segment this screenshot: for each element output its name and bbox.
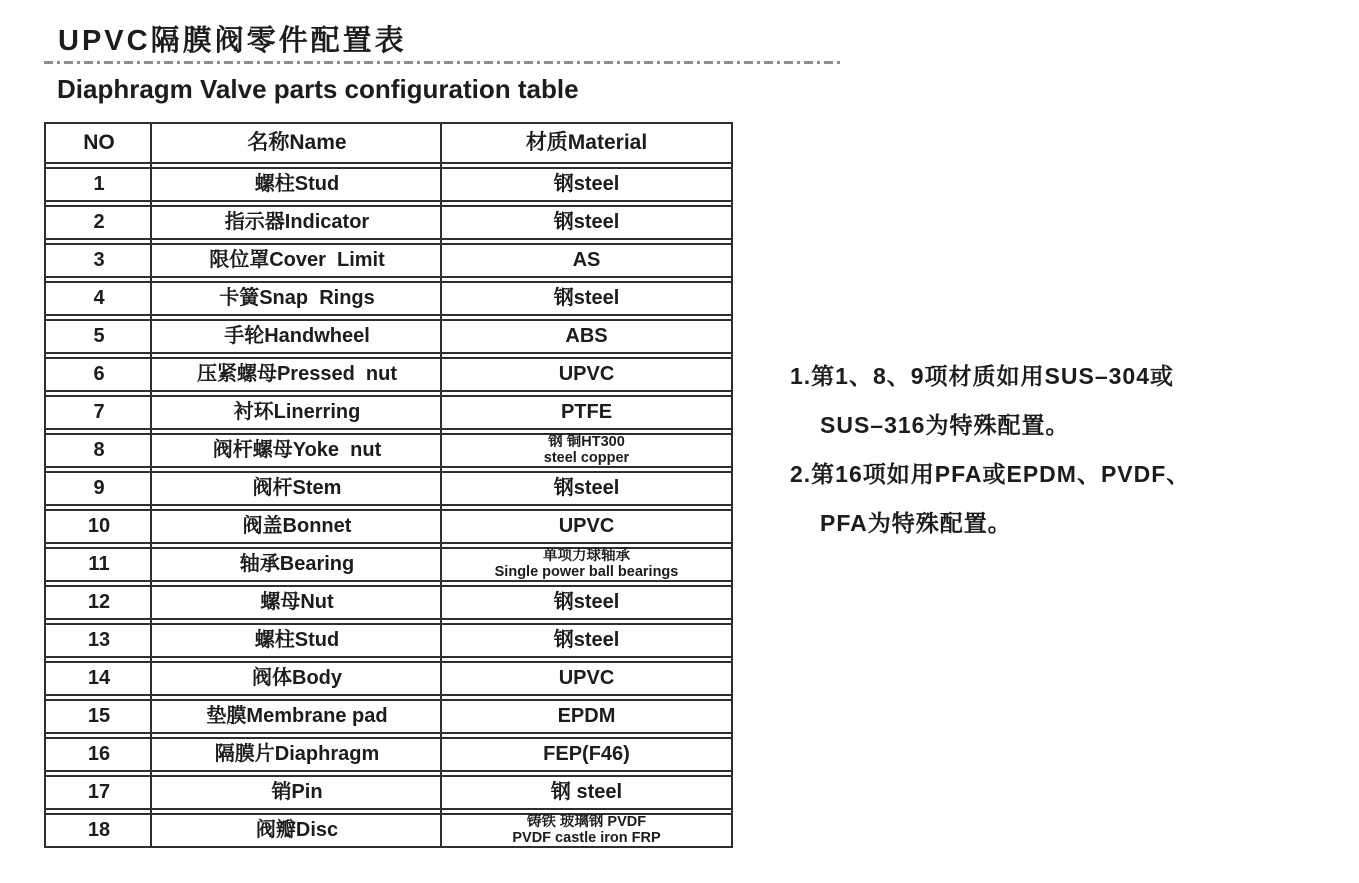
cell-no: 11 xyxy=(88,553,110,575)
cell-material xyxy=(442,777,731,808)
table-row xyxy=(46,585,731,620)
cell-material xyxy=(442,283,731,314)
cell-name: 螺柱Stud xyxy=(254,173,340,195)
page-subtitle: Diaphragm Valve parts configuration table xyxy=(57,74,579,104)
cell-name: 隔膜片Diaphragm xyxy=(214,743,380,765)
cell-name: 轴承Bearing xyxy=(239,553,355,575)
material-line: Single power ball bearings xyxy=(494,563,679,580)
cell-name: 阀体Body xyxy=(252,667,342,689)
column-divider-1 xyxy=(150,122,152,848)
material-line: 钢steel xyxy=(553,629,620,651)
cell-material xyxy=(442,359,731,390)
cell-name: 指示器Indicator xyxy=(224,211,370,233)
material-line: UPVC xyxy=(558,667,615,689)
note-line-3: 2.第16项如用PFA或EPDM、PVDF、 xyxy=(790,461,1191,487)
cell-name: 螺柱Stud xyxy=(254,629,340,651)
table-row xyxy=(46,167,731,202)
table-row xyxy=(46,395,731,430)
material-line: 单项力球轴承 xyxy=(543,548,630,565)
title-divider xyxy=(44,61,844,64)
note-line-4: PFA为特殊配置。 xyxy=(820,510,1012,536)
table-header-row xyxy=(46,122,731,164)
material-line: AS xyxy=(572,249,601,271)
cell-name: 卡簧Snap Rings xyxy=(219,287,375,309)
material-line: ABS xyxy=(565,325,608,347)
cell-material xyxy=(442,397,731,428)
cell-material xyxy=(442,701,731,732)
cell-material xyxy=(442,739,731,770)
cell-material xyxy=(442,511,731,542)
cell-material xyxy=(442,321,731,352)
cell-material xyxy=(442,625,731,656)
column-divider-2 xyxy=(440,122,442,848)
cell-no: 15 xyxy=(87,705,111,727)
cell-no: 4 xyxy=(93,287,105,309)
material-line: PTFE xyxy=(560,401,613,423)
cell-no: 13 xyxy=(87,629,111,651)
material-line: FEP(F46) xyxy=(543,743,630,765)
table-row xyxy=(46,357,731,392)
table-row xyxy=(46,509,731,544)
cell-material xyxy=(442,549,731,580)
table-row xyxy=(46,813,731,848)
cell-name: 阀杆Stem xyxy=(252,477,342,499)
table-row xyxy=(46,243,731,278)
table-row xyxy=(46,205,731,240)
cell-name: 衬环Linerring xyxy=(233,401,361,423)
table-row xyxy=(46,699,731,734)
cell-no: 5 xyxy=(93,325,105,347)
cell-material xyxy=(442,435,731,466)
header-name: 名称Name xyxy=(247,130,347,154)
material-line: UPVC xyxy=(558,515,615,537)
cell-no: 12 xyxy=(87,591,111,613)
cell-no: 14 xyxy=(87,667,111,689)
cell-material xyxy=(442,473,731,504)
cell-name: 垫膜Membrane pad xyxy=(206,705,388,727)
cell-name: 手轮Handwheel xyxy=(224,325,370,347)
page-title: UPVC隔膜阀零件配置表 xyxy=(58,25,407,57)
material-line: 钢steel xyxy=(553,477,620,499)
material-line: 钢steel xyxy=(553,591,620,613)
cell-no: 6 xyxy=(93,363,105,385)
material-line: 铸铁 玻璃钢 PVDF xyxy=(526,814,647,831)
cell-name: 压紧螺母Pressed nut xyxy=(196,363,398,385)
material-line: PVDF castle iron FRP xyxy=(512,829,661,846)
note-line-2: SUS–316为特殊配置。 xyxy=(820,412,1070,438)
material-line: EPDM xyxy=(557,705,616,727)
cell-material xyxy=(442,587,731,618)
cell-no: 7 xyxy=(93,401,105,423)
table-row xyxy=(46,433,731,468)
table-row xyxy=(46,775,731,810)
cell-no: 18 xyxy=(87,819,111,841)
cell-material xyxy=(442,663,731,694)
cell-no: 16 xyxy=(87,743,111,765)
notes xyxy=(790,352,1190,548)
material-line: 钢steel xyxy=(553,287,620,309)
cell-name: 阀盖Bonnet xyxy=(242,515,352,537)
cell-name: 限位罩Cover Limit xyxy=(209,249,385,271)
table-row xyxy=(46,737,731,772)
material-line: 钢steel xyxy=(553,173,620,195)
table-row xyxy=(46,547,731,582)
material-line: 钢steel xyxy=(553,211,620,233)
cell-no: 9 xyxy=(93,477,105,499)
note-line-1: 1.第1、8、9项材质如用SUS–304或 xyxy=(790,363,1175,389)
table-row xyxy=(46,471,731,506)
cell-material xyxy=(442,245,731,276)
cell-no: 17 xyxy=(87,781,111,803)
cell-name: 销Pin xyxy=(271,781,323,803)
cell-no: 10 xyxy=(87,515,111,537)
cell-material xyxy=(442,169,731,200)
table-row xyxy=(46,281,731,316)
table-row xyxy=(46,661,731,696)
header-no: NO xyxy=(83,130,115,154)
cell-material xyxy=(442,815,731,846)
cell-no: 2 xyxy=(93,211,105,233)
cell-name: 阀瓣Disc xyxy=(255,819,339,841)
material-line: UPVC xyxy=(558,363,615,385)
cell-name: 阀杆螺母Yoke nut xyxy=(212,439,382,461)
table-row xyxy=(46,623,731,658)
parts-configuration-table xyxy=(44,122,733,848)
cell-no: 3 xyxy=(93,249,105,271)
material-line: steel copper xyxy=(543,449,630,466)
material-line: 钢 铜HT300 xyxy=(548,434,625,451)
cell-name: 螺母Nut xyxy=(260,591,334,613)
table-row xyxy=(46,319,731,354)
cell-no: 8 xyxy=(93,439,105,461)
header-material: 材质Material xyxy=(525,130,648,154)
cell-no: 1 xyxy=(93,173,105,195)
material-line: 钢 steel xyxy=(550,781,623,803)
cell-material xyxy=(442,207,731,238)
